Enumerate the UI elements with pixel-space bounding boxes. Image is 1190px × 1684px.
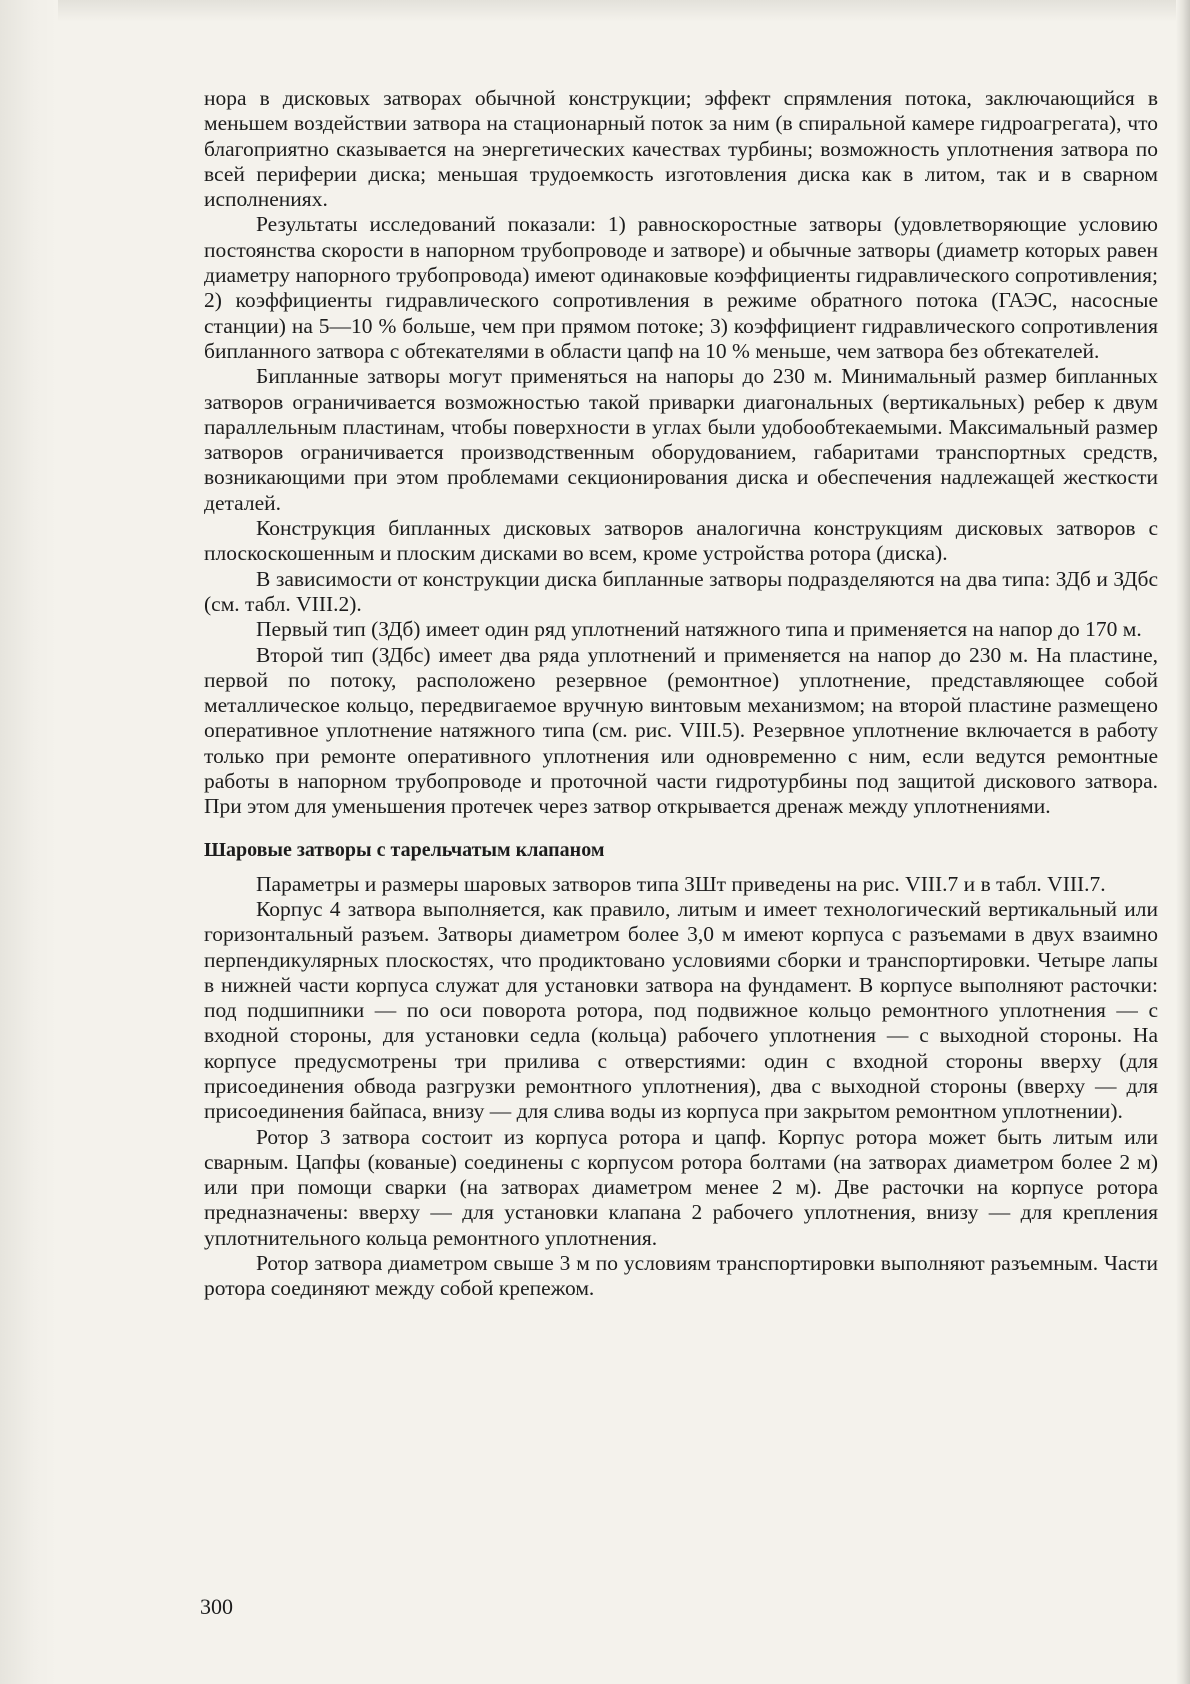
scan-edge-right: [1176, 0, 1190, 1684]
page-body: [204, 86, 1158, 1302]
paragraph-1: нора в дисковых затворах обычной конструкции; эффект спрямления потока, заключающийся в меньшем воздействии затвора на стационарный поток за ним (в спиральной камере гидроагрегата), что благоприятно сказывается на энергетических качествах турбины; возможность уплотнения затвора по всей периферии диска; меньшая трудоемкость изготовления диска как в литом, так и в сварном исполнениях.: [204, 86, 1158, 212]
paragraph-7: Второй тип (ЗДбс) имеет два ряда уплотнений и применяется на напор до 230 м. На пластине, первой по потоку, расположено резервное (ремонтное) уплотнение, представляющее собой металлическое кольцо, передвигаемое вручную винтовым механизмом; на второй пластине размещено оперативное уплотнение натяжного типа (см. рис. VIII.5). Резервное уплотнение включается в работу только при ремонте оперативного уплотнения или одновременно с ним, если ведутся ремонтные работы в напорном трубопроводе и проточной части гидротурбины под защитой дискового затвора. При этом для уменьшения протечек через затвор открывается дренаж между уплотнениями.: [204, 642, 1158, 819]
scan-edge-left: [0, 0, 58, 1684]
page-number: 300: [200, 1594, 233, 1619]
paragraph-6: Первый тип (ЗДб) имеет один ряд уплотнений натяжного типа и применяется на напор до 170 м.: [256, 617, 1142, 642]
paragraph-3: Бипланные затворы могут применяться на напоры до 230 м. Минимальный размер бипланных затворов ограничивается возможностью такой приварки диагональных (вертикальных) ребер к двум параллельным пластинам, чтобы поверхности в углах были удобообтекаемыми. Максимальный размер затворов ограничивается производственным оборудованием, габаритами транспортных средств, возникающими при этом проблемами секционирования диска и обеспечения надлежащей жесткости деталей.: [204, 364, 1158, 515]
paragraph-4: Конструкция бипланных дисковых затворов аналогична конструкциям дисковых затворов с плоскоскошенным и плоским дисками во всем, кроме устройства ротора (диска).: [204, 516, 1158, 566]
paragraph-9: Корпус 4 затвора выполняется, как правило, литым и имеет технологический вертикальный или горизонтальный разъем. Затворы диаметром более 3,0 м имеют корпуса с разъемами в двух взаимно перпендикулярных плоскостях, что продиктовано условиями сборки и транспортировки. Четыре лапы в нижней части корпуса служат для установки затвора на фундамент. В корпусе выполняют расточки: под подшипники — по оси поворота ротора, под подвижное кольцо ремонтного уплотнения — с входной стороны, для установки седла (кольца) рабочего уплотнения — с выходной стороны. На корпусе предусмотрены три прилива с отверстиями: один с входной стороны вверху (для присоединения обвода разгрузки ремонтного уплотнения), два с выходной стороны (вверху — для присоединения байпаса, внизу — для слива воды из корпуса при закрытом ремонтном уплотнении).: [204, 896, 1158, 1124]
section-heading: Шаровые затворы с тарельчатым клапаном: [204, 838, 605, 861]
scan-edge-top: [0, 0, 1190, 22]
paragraph-5: В зависимости от конструкции диска бипланные затворы подразделяются на два типа: ЗДб и ЗДбс (см. табл. VIII.2).: [204, 566, 1158, 616]
paragraph-10: Ротор 3 затвора состоит из корпуса ротора и цапф. Корпус ротора может быть литым или сварным. Цапфы (кованые) соединены с корпусом ротора болтами (на затворах диаметром более 2 м) или при помощи сварки (на затворах диаметром менее 2 м). Две расточки на корпусе ротора предназначены: вверху — для установки клапана 2 рабочего уплотнения, внизу — для крепления уплотнительного кольца ремонтного уплотнения.: [204, 1124, 1158, 1250]
paragraph-8: Параметры и размеры шаровых затворов типа ЗШт приведены на рис. VIII.7 и в табл. VIII.7.: [256, 871, 1106, 896]
paragraph-11: Ротор затвора диаметром свыше 3 м по условиям транспортировки выполняют разъемным. Части ротора соединяют между собой крепежом.: [204, 1251, 1158, 1301]
paragraph-2: Результаты исследований показали: 1) равноскоростные затворы (удовлетворяющие условию постоянства скорости в напорном трубопроводе и затворе) и обычные затворы (диаметр которых равен диаметру напорного трубопровода) имеют одинаковые коэффициенты гидравлического сопротивления; 2) коэффициенты гидравлического сопротивления в режиме обратного потока (ГАЭС, насосные станции) на 5—10 % больше, чем при прямом потоке; 3) коэффициент гидравлического сопротивления бипланного затвора с обтекателями в области цапф на 10 % меньше, чем затвора без обтекателей.: [204, 212, 1158, 363]
